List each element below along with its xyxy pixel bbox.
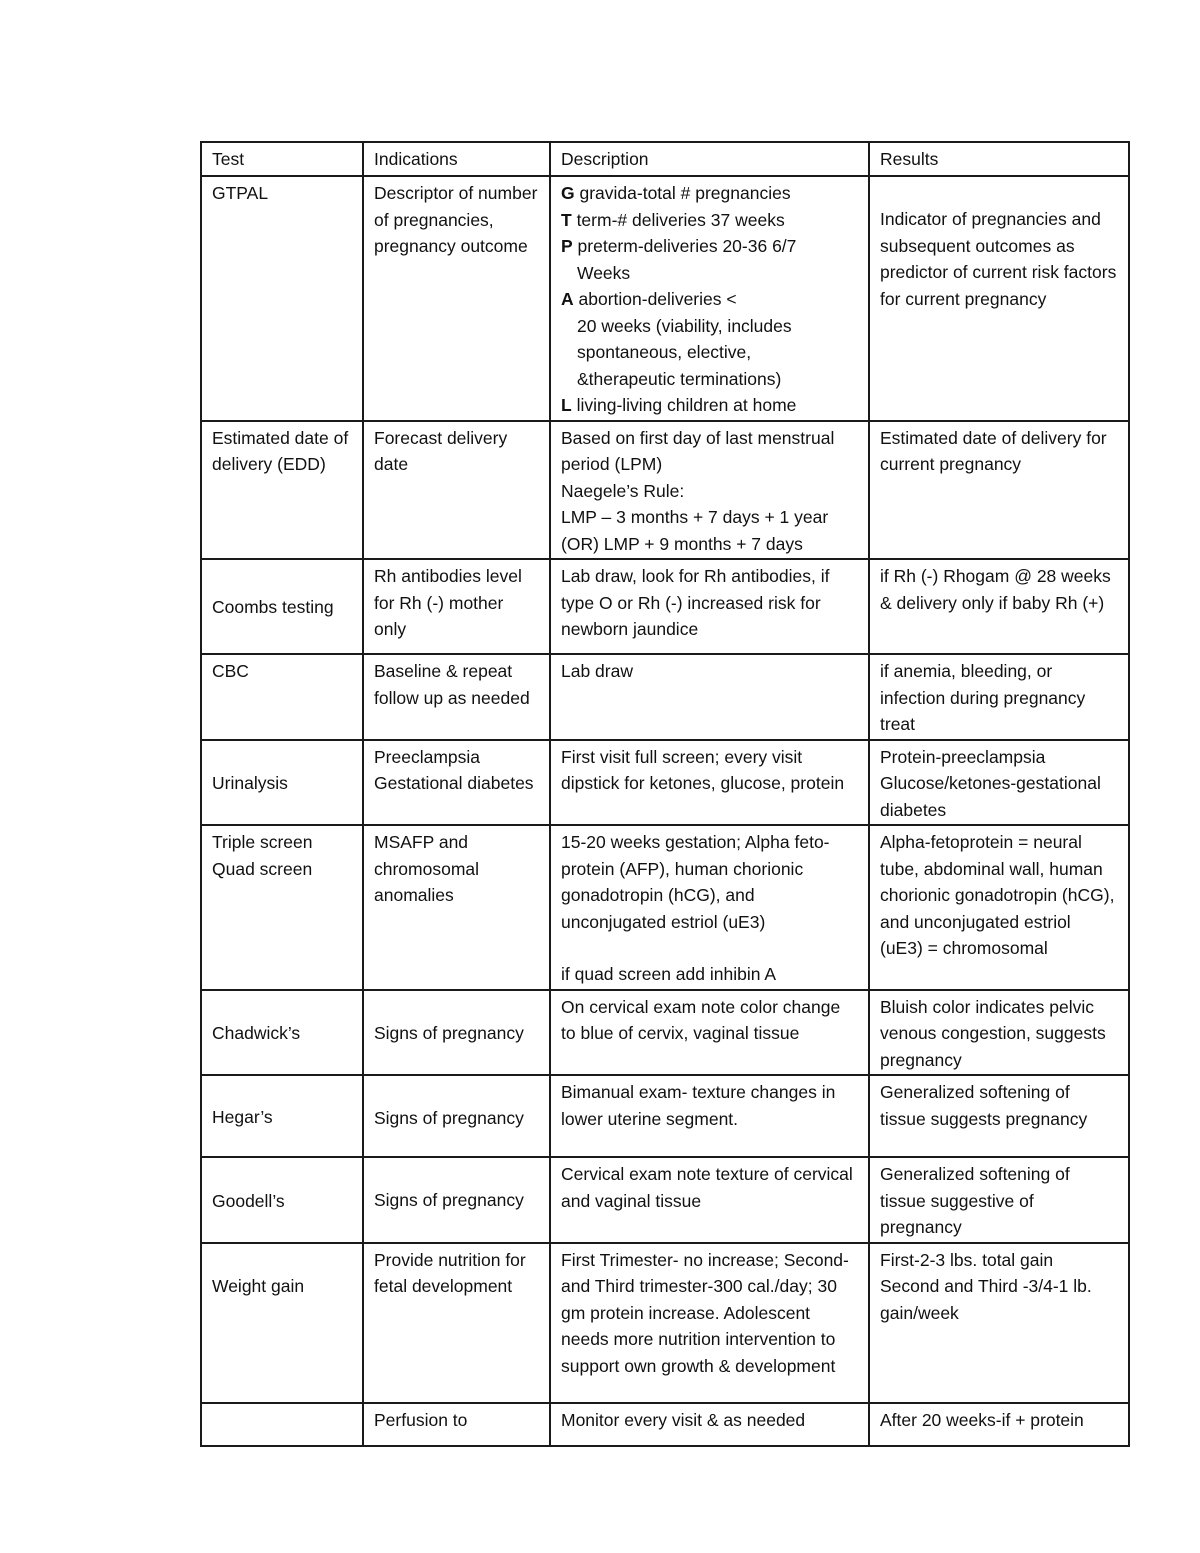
gtpal-line — [561, 286, 858, 313]
table-row — [201, 421, 1129, 560]
indications-cell — [363, 1075, 550, 1157]
description-cell: Cervical exam note texture of cervical and vaginal tissue — [550, 1157, 869, 1243]
gtpal-line — [561, 339, 858, 366]
description-cell: Lab draw, look for Rh antibodies, if type O or Rh (-) increased risk for newborn jaundice — [550, 559, 869, 654]
test-cell: GTPAL — [201, 176, 363, 421]
test-cell: Estimated date of delivery (EDD) — [201, 421, 363, 560]
gtpal-line — [561, 207, 858, 234]
table-row — [201, 1075, 1129, 1157]
gtpal-text: Weeks — [577, 262, 631, 283]
gtpal-line — [561, 366, 858, 393]
results-cell: Generalized softening of tissue suggests pregnancy — [869, 1075, 1129, 1157]
indications-text: Signs of pregnancy — [374, 1190, 524, 1210]
gtpal-line — [561, 260, 858, 287]
gtpal-key: L — [561, 395, 572, 415]
gtpal-text: &therapeutic terminations) — [577, 368, 782, 389]
gtpal-line — [561, 313, 858, 340]
test-cell: CBC — [201, 654, 363, 740]
results-cell: After 20 weeks-if + protein — [869, 1403, 1129, 1446]
test-cell: Hegar’s — [201, 1075, 363, 1157]
gtpal-key: P — [561, 236, 573, 256]
description-cell — [550, 176, 869, 421]
table-header-row — [201, 142, 1129, 176]
test-cell — [201, 1403, 363, 1446]
description-cell: Based on first day of last menstrual period (LPM) Naegele’s Rule: LMP – 3 months + 7 days + 1 year (OR) LMP + 9 months + 7 days — [550, 421, 869, 560]
header-test: Test — [201, 142, 363, 176]
header-results: Results — [869, 142, 1129, 176]
test-cell: Coombs testing — [201, 559, 363, 654]
test-cell: Chadwick’s — [201, 990, 363, 1076]
header-indications: Indications — [363, 142, 550, 176]
gtpal-key: T — [561, 209, 572, 230]
gtpal-line — [561, 180, 858, 207]
results-cell: Protein-preeclampsia Glucose/ketones-gestational diabetes — [869, 740, 1129, 826]
gtpal-key: A — [561, 289, 574, 309]
gtpal-text: living-living children at home — [571, 395, 797, 415]
indications-text: Signs of pregnancy — [374, 1022, 524, 1043]
indications-cell: Baseline & repeat follow up as needed — [363, 654, 550, 740]
prenatal-tests-table — [200, 141, 1130, 1447]
indications-cell: Provide nutrition for fetal development — [363, 1243, 550, 1403]
description-cell: Lab draw — [550, 654, 869, 740]
gtpal-text: term-# deliveries 37 weeks — [571, 209, 785, 230]
description-extra: if quad screen add inhibin A — [561, 964, 777, 984]
indications-cell — [363, 990, 550, 1076]
description-cell: On cervical exam note color change to blue of cervix, vaginal tissue — [550, 990, 869, 1076]
test-cell: Goodell’s — [201, 1157, 363, 1243]
test-cell: Urinalysis — [201, 740, 363, 826]
results-cell: Alpha-fetoprotein = neural tube, abdominal wall, human chorionic gonadotropin (hCG), and unconjugated estriol (uE3) = chromosomal — [869, 825, 1129, 990]
results-cell: Estimated date of delivery for current pregnancy — [869, 421, 1129, 560]
results-cell: Bluish color indicates pelvic venous congestion, suggests pregnancy — [869, 990, 1129, 1076]
table-row — [201, 1403, 1129, 1446]
description-cell: Bimanual exam- texture changes in lower uterine segment. — [550, 1075, 869, 1157]
gtpal-line — [561, 233, 858, 260]
description-cell: First Trimester- no increase; Second- and Third trimester-300 cal./day; 30 gm protein increase. Adolescent needs more nutrition intervention to support own growth & development — [550, 1243, 869, 1403]
table-row — [201, 1243, 1129, 1403]
indications-cell: Perfusion to — [363, 1403, 550, 1446]
results-cell: if Rh (-) Rhogam @ 28 weeks & delivery only if baby Rh (+) — [869, 559, 1129, 654]
table-row — [201, 1157, 1129, 1243]
indications-cell — [363, 1157, 550, 1243]
indications-cell: Preeclampsia Gestational diabetes — [363, 740, 550, 826]
description-cell: Monitor every visit & as needed — [550, 1403, 869, 1446]
gtpal-line — [561, 392, 858, 419]
description-text: 15-20 weeks gestation; Alpha feto-protein (AFP), human chorionic gonadotropin (hCG), and unconjugated estriol (uE3) — [561, 832, 830, 932]
indications-cell: Rh antibodies level for Rh (-) mother only — [363, 559, 550, 654]
gtpal-key: G — [561, 183, 575, 203]
gtpal-text: 20 weeks (viability, includes — [577, 315, 792, 336]
header-description: Description — [550, 142, 869, 176]
table-row — [201, 559, 1129, 654]
indications-text: Signs of pregnancy — [374, 1108, 524, 1128]
indications-cell: Forecast delivery date — [363, 421, 550, 560]
table-row — [201, 825, 1129, 990]
table-row — [201, 990, 1129, 1076]
gtpal-text: preterm-deliveries 20-36 6/7 — [572, 236, 797, 256]
indications-cell: Descriptor of number of pregnancies, pregnancy outcome — [363, 176, 550, 421]
test-cell: Triple screen Quad screen — [201, 825, 363, 990]
indications-cell: MSAFP and chromosomal anomalies — [363, 825, 550, 990]
gtpal-text: spontaneous, elective, — [577, 342, 752, 362]
table-row — [201, 176, 1129, 421]
gtpal-text: gravida-total # pregnancies — [574, 183, 791, 203]
results-cell: if anemia, bleeding, or infection during pregnancy treat — [869, 654, 1129, 740]
table-row — [201, 740, 1129, 826]
description-cell — [550, 825, 869, 990]
gtpal-text: abortion-deliveries < — [573, 289, 737, 309]
results-cell — [869, 176, 1129, 421]
results-text: Indicator of pregnancies and subsequent outcomes as predictor of current risk factors for current pregnancy — [880, 209, 1117, 309]
results-cell: First-2-3 lbs. total gain Second and Third -3/4-1 lb. gain/week — [869, 1243, 1129, 1403]
results-cell: Generalized softening of tissue suggestive of pregnancy — [869, 1157, 1129, 1243]
test-text: Weight gain — [212, 1275, 305, 1296]
description-cell: First visit full screen; every visit dipstick for ketones, glucose, protein — [550, 740, 869, 826]
test-cell — [201, 1243, 363, 1403]
table-row — [201, 654, 1129, 740]
